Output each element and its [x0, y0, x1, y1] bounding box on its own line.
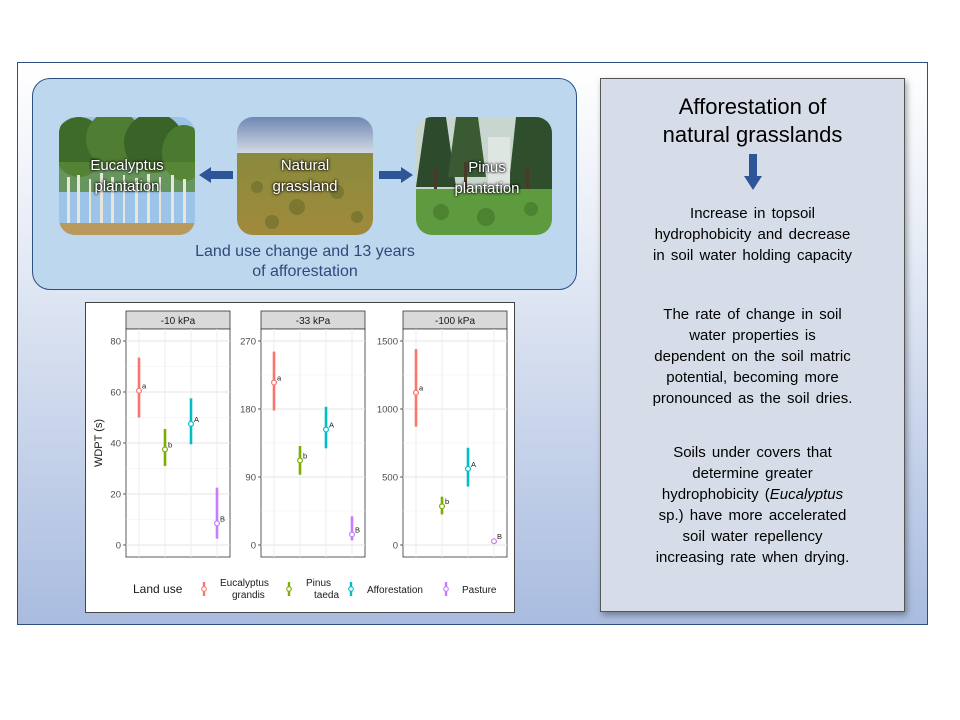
y-tick-label: 0 — [392, 540, 398, 552]
grassland-label: Natural — [280, 157, 330, 174]
significance-letter: B — [220, 514, 226, 524]
mean-point — [298, 458, 303, 463]
finding-3 — [631, 442, 874, 568]
finding-3-line: increasing rate when drying. — [655, 549, 850, 566]
eucalyptus-label: Eucalyptus — [90, 157, 164, 174]
finding-2-line: potential, becoming more — [666, 369, 839, 386]
mean-point — [440, 504, 445, 509]
pinus-photo — [416, 117, 552, 235]
finding-2 — [631, 304, 874, 409]
finding-1 — [631, 203, 874, 266]
finding-1-line: in soil water holding capacity — [653, 247, 852, 264]
significance-letter: A — [329, 420, 335, 430]
finding-1-line: hydrophobicity and decrease — [654, 226, 851, 243]
significance-letter: A — [471, 459, 477, 469]
finding-3-genus: Eucalyptus — [769, 486, 844, 503]
legend-label: Afforestation — [367, 585, 423, 596]
mean-point — [163, 447, 168, 452]
legend-label: Pasture — [462, 585, 497, 596]
mean-point — [350, 532, 355, 537]
y-tick-label: 80 — [110, 336, 121, 348]
legend-label: Eucalyptus — [220, 578, 269, 589]
y-tick-label: 1000 — [376, 404, 398, 416]
grassland-photo — [237, 117, 373, 235]
facet-title: -10 kPa — [160, 316, 196, 327]
arrow-down-icon — [744, 154, 762, 190]
summary-panel — [600, 78, 905, 612]
significance-letter: B — [497, 532, 503, 542]
significance-letter: A — [194, 414, 200, 424]
significance-letter: B — [355, 525, 361, 535]
eucalyptus-label-2: plantation — [94, 178, 160, 195]
finding-3-line: determine greater — [692, 465, 813, 482]
finding-1-line: Increase in topsoil — [690, 205, 815, 222]
mean-point — [324, 427, 329, 432]
finding-2-line: pronounced as the soil dries. — [652, 390, 853, 407]
pinus-label-2: plantation — [454, 180, 520, 197]
summary-title-line1: Afforestation of — [678, 94, 827, 119]
mean-point — [189, 421, 194, 426]
mean-point — [272, 380, 277, 385]
finding-2-line: dependent on the soil matric — [654, 348, 851, 365]
y-tick-label: 1500 — [376, 336, 398, 348]
significance-letter: b — [445, 497, 450, 507]
legend-label: grandis — [232, 590, 265, 601]
summary-title-line2: natural grasslands — [662, 122, 843, 147]
facet-title: -33 kPa — [295, 316, 331, 327]
significance-letter: a — [419, 383, 424, 393]
arrow-left-icon — [199, 167, 233, 183]
significance-letter: b — [168, 440, 173, 450]
y-tick-label: 500 — [382, 472, 398, 484]
arrow-right-icon — [379, 167, 413, 183]
mean-point — [137, 388, 142, 393]
y-tick-label: 0 — [115, 540, 121, 552]
y-tick-label: 0 — [250, 540, 256, 552]
wdpt-chart-svg — [86, 303, 514, 612]
legend-key-point — [444, 587, 449, 592]
finding-3-line — [631, 484, 874, 505]
finding-3-line: sp.) have more accelerated — [658, 507, 847, 524]
summary-title — [601, 93, 904, 149]
y-tick-label: 60 — [110, 387, 121, 399]
mean-point — [215, 521, 220, 526]
y-tick-label: 180 — [240, 404, 256, 416]
significance-letter: a — [142, 381, 147, 391]
land-use-caption — [150, 242, 460, 282]
finding-2-line: The rate of change in soil — [663, 306, 842, 323]
grassland-label-2: grassland — [272, 178, 338, 195]
y-axis-label: WDPT (s) — [93, 418, 105, 468]
legend-key-point — [349, 587, 354, 592]
finding-3-text: hydrophobicity ( — [661, 486, 770, 503]
legend-key-point — [202, 587, 207, 592]
finding-3-line: soil water repellency — [682, 528, 823, 545]
pinus-label: Pinus — [468, 159, 506, 176]
legend-label: Pinus — [306, 578, 332, 589]
caption-line1: Land use change and 13 years — [195, 243, 415, 260]
finding-2-line: water properties is — [689, 327, 816, 344]
wdpt-chart — [85, 302, 515, 613]
mean-point — [492, 539, 497, 544]
legend-key-point — [287, 587, 292, 592]
y-tick-label: 90 — [245, 472, 256, 484]
finding-3-line: Soils under covers that — [673, 444, 832, 461]
mean-point — [414, 390, 419, 395]
caption-line2: of afforestation — [252, 263, 358, 280]
y-tick-label: 270 — [240, 336, 256, 348]
legend-label: taeda — [314, 590, 340, 601]
y-tick-label: 20 — [110, 489, 121, 501]
significance-letter: b — [303, 451, 308, 461]
y-tick-label: 40 — [110, 438, 121, 450]
mean-point — [466, 466, 471, 471]
significance-letter: a — [277, 373, 282, 383]
eucalyptus-photo — [59, 117, 195, 235]
legend-title: Land use — [133, 582, 183, 596]
facet-title: -100 kPa — [434, 316, 476, 327]
